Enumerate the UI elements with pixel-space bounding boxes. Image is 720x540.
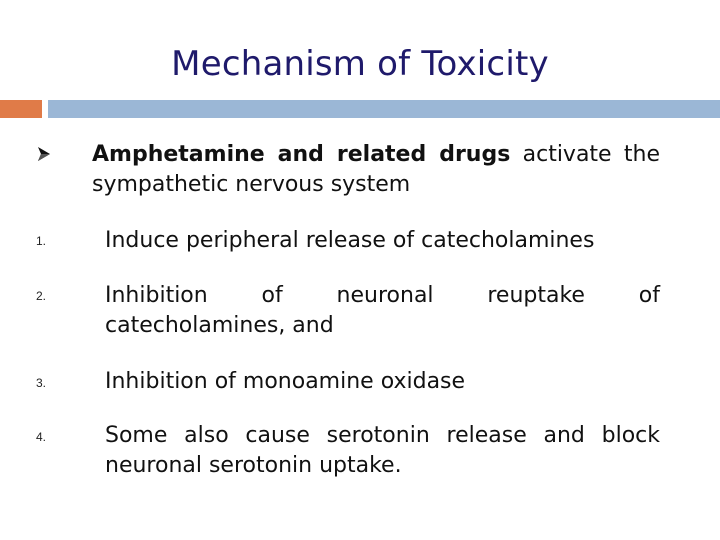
- list-item-2: [105, 281, 660, 341]
- lead-paragraph: [92, 140, 660, 200]
- item-number: 1.: [36, 234, 47, 248]
- list-item-4: [105, 421, 660, 481]
- list-item-2-line2: catecholamines, and: [105, 313, 334, 338]
- list-item-2-line1: Inhibition of neuronal reuptake of: [105, 283, 660, 308]
- lead-bold-text: Amphetamine and related drugs: [92, 142, 511, 167]
- item-number: 2.: [36, 289, 47, 303]
- item-number: 3.: [36, 376, 47, 390]
- list-item-3: Inhibition of monoamine oxidase: [105, 369, 466, 394]
- list-item-4-line1: Some also cause serotonin release and block: [105, 423, 660, 448]
- accent-bar-blue: [48, 100, 720, 118]
- slide-title: Mechanism of Toxicity: [171, 44, 549, 84]
- accent-bar-orange: [0, 100, 42, 118]
- item-number: 4.: [36, 430, 47, 444]
- arrow-bullet-icon: [36, 146, 52, 162]
- list-item-1: Induce peripheral release of catecholamines: [105, 228, 595, 253]
- list-item-4-line2: neuronal serotonin uptake.: [105, 453, 402, 478]
- lead-rest-text: activate the sympathetic nervous system: [92, 142, 660, 197]
